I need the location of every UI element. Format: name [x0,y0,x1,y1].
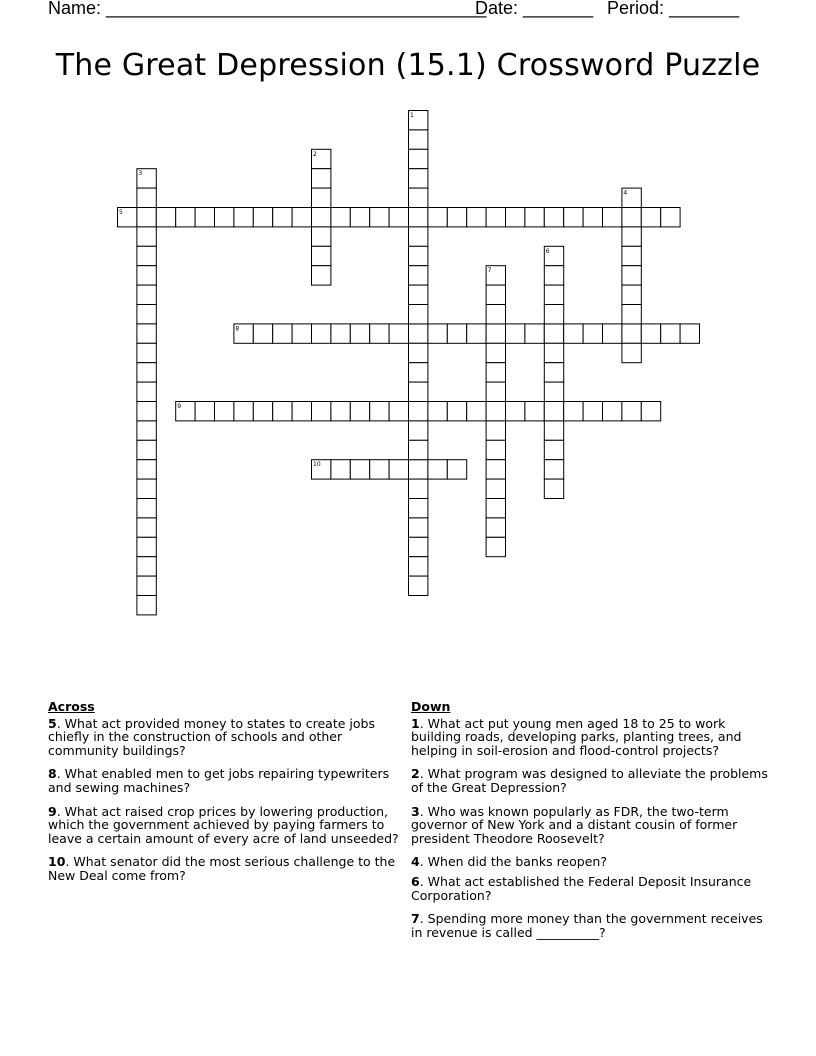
grid-cell[interactable] [137,208,156,227]
cell-number: 6 [545,247,550,255]
grid-cell[interactable] [137,557,156,576]
grid-cell[interactable] [544,402,563,421]
grid-cell[interactable] [273,402,292,421]
cell-number: 5 [119,209,123,216]
grid-cell[interactable] [583,208,602,227]
down-clues [411,700,771,949]
grid-cell[interactable] [312,188,331,207]
grid-cell[interactable] [622,402,641,421]
clue-text: What act put young men aged 18 to 25 to work building roads, developing parks, planting trees, and helping in soil-erosion and flood-control projects? [411,715,742,758]
grid-cell[interactable] [312,227,331,246]
grid-cell[interactable] [409,285,428,304]
grid-cell[interactable] [486,363,505,382]
grid-cell[interactable] [409,576,428,595]
grid-cell[interactable] [253,324,272,343]
grid-cell[interactable] [486,460,505,479]
grid-cell[interactable] [312,402,331,421]
grid-cell[interactable] [137,596,156,615]
grid-cell[interactable] [409,343,428,362]
grid-cell[interactable] [680,324,699,343]
grid-cell[interactable] [409,499,428,518]
grid-cell[interactable] [544,266,563,285]
grid-cell[interactable] [312,266,331,285]
grid-cell[interactable] [331,324,350,343]
clue-text: Spending more money than the government receives in revenue is called __________? [411,911,763,940]
grid-cell[interactable] [603,324,622,343]
name-field: Name: ______________________________________ [48,0,487,18]
across-clue: 5. What act provided money to states to create jobs chiefly in the construction of schools and other community buildings? [48,715,375,758]
cell-number: 7 [487,267,492,275]
grid-cell[interactable] [544,285,563,304]
across-clue: 9. What act raised crop prices by lowering production, which the government achieved by paying farmers to leave a certain amount of every acre of land unseeded? [48,803,399,846]
grid-cell[interactable] [428,402,447,421]
grid-cell[interactable] [622,227,641,246]
grid-cell[interactable] [292,324,311,343]
cell-number: 10 [313,461,321,469]
cell-number: 2 [313,150,317,158]
page-title: The Great Depression (15.1) Crossword Puzzle [55,48,761,83]
grid-cell[interactable] [409,169,428,188]
grid-cell[interactable] [215,208,234,227]
clue-number: 9 [48,803,57,819]
cell-number: 8 [235,325,240,333]
grid-cell[interactable] [331,460,350,479]
grid-cell[interactable] [176,208,195,227]
grid-cell[interactable] [544,460,563,479]
grid-cell[interactable] [486,479,505,498]
grid-cell[interactable] [137,518,156,537]
grid-cell[interactable] [486,537,505,556]
grid-cell[interactable] [544,208,563,227]
grid-cell[interactable] [331,402,350,421]
grid-cell[interactable] [292,402,311,421]
grid-cell[interactable] [409,130,428,149]
grid-cell[interactable] [409,324,428,343]
grid-cell[interactable] [409,149,428,168]
grid-cell[interactable] [486,324,505,343]
grid-cell[interactable] [137,227,156,246]
cell-number: 1 [410,112,414,119]
grid-cell[interactable] [622,343,641,362]
grid-cell[interactable] [137,460,156,479]
grid-cell[interactable] [622,285,641,304]
grid-cell[interactable] [331,208,350,227]
grid-cell[interactable] [273,324,292,343]
grid-cell[interactable] [486,343,505,362]
grid-cell[interactable] [409,266,428,285]
grid-cell[interactable] [137,576,156,595]
grid-cell[interactable] [544,479,563,498]
clue-number: 7 [411,911,420,927]
clue-number: 5 [48,715,57,731]
grid-cell[interactable] [409,227,428,246]
grid-cell[interactable] [409,382,428,401]
grid-cell[interactable] [506,208,525,227]
clue-text: What act established the Federal Deposit Insurance Corporation? [411,873,752,903]
grid-cell[interactable] [544,324,563,343]
grid-cell[interactable] [389,324,408,343]
clue-text: What senator did the most serious challenge to the New Deal come from? [48,854,396,883]
grid-cell[interactable] [137,305,156,324]
grid-cell[interactable] [137,421,156,440]
clue-text: What act raised crop prices by lowering production, which the government achieved by paying farmers to leave a certain amount of every acre of land unseeded? [48,803,399,846]
grid-cell[interactable] [486,382,505,401]
grid-cell[interactable] [447,460,466,479]
grid-cell[interactable] [370,324,389,343]
grid-cell[interactable] [409,479,428,498]
clue-number: 8 [48,766,57,782]
grid-cell[interactable] [389,402,408,421]
grid-cell[interactable] [409,246,428,265]
grid-cell[interactable] [273,208,292,227]
grid-cell[interactable] [409,363,428,382]
across-clues [48,700,404,893]
grid-cell[interactable] [467,324,486,343]
grid-cell[interactable] [137,537,156,556]
grid-cell[interactable] [428,324,447,343]
grid-cell[interactable] [641,208,660,227]
grid-cell[interactable] [622,305,641,324]
grid-cell[interactable] [215,402,234,421]
grid-cell[interactable] [564,208,583,227]
grid-cell[interactable] [622,246,641,265]
grid-cell[interactable] [428,208,447,227]
clue-number: 10 [48,854,66,870]
grid-cell[interactable] [447,208,466,227]
grid-cell[interactable] [622,324,641,343]
grid-cell[interactable] [195,208,214,227]
grid-cell[interactable] [525,208,544,227]
grid-cell[interactable] [137,285,156,304]
grid-cell[interactable] [467,402,486,421]
grid-cell[interactable] [312,169,331,188]
grid-cell[interactable] [137,246,156,265]
grid-cell[interactable] [603,402,622,421]
grid-cell[interactable] [544,363,563,382]
grid-cell[interactable] [409,402,428,421]
grid-cell[interactable] [525,324,544,343]
grid-cell[interactable] [409,305,428,324]
grid-cell[interactable] [544,343,563,362]
period-field: Period: _______ [607,0,740,18]
grid-cell[interactable] [409,208,428,227]
grid-cell[interactable] [137,324,156,343]
clue-number: 3 [411,803,420,819]
cell-number: 3 [138,170,143,178]
grid-cell[interactable] [467,208,486,227]
grid-cell[interactable] [389,208,408,227]
grid-cell[interactable] [370,460,389,479]
down-clue: 2. What program was designed to alleviate the problems of the Great Depression? [411,766,768,795]
grid-cell[interactable] [447,324,466,343]
down-clue: 3. Who was known popularly as FDR, the two-term governor of New York and a distant cousin of former president Theodore Roosevelt? [411,803,738,846]
grid-cell[interactable] [137,382,156,401]
grid-cell[interactable] [312,324,331,343]
down-heading: Down [411,699,451,714]
down-clue: 7. Spending more money than the government receives in revenue is called __________? [411,911,763,940]
down-clue: 1. What act put young men aged 18 to 25 to work building roads, developing parks, planting trees, and helping in soil-erosion and flood-control projects? [411,715,742,758]
grid-cell[interactable] [350,324,369,343]
grid-cell[interactable] [486,402,505,421]
grid-cell[interactable] [622,266,641,285]
across-clue: 8. What enabled men to get jobs repairing typewriters and sewing machines? [48,766,390,795]
grid-cell[interactable] [583,402,602,421]
grid-cell[interactable] [137,266,156,285]
grid-cell[interactable] [409,421,428,440]
grid-cell[interactable] [137,363,156,382]
clue-number: 4 [411,854,420,870]
clue-number: 2 [411,766,420,782]
grid-cell[interactable] [195,402,214,421]
grid-cell[interactable] [234,208,253,227]
date-field: Date: _______ [475,0,594,18]
clue-number: 1 [411,715,420,731]
grid-cell[interactable] [350,460,369,479]
grid-cell[interactable] [292,208,311,227]
grid-cell[interactable] [622,208,641,227]
grid-cell[interactable] [350,208,369,227]
grid-cell[interactable] [506,402,525,421]
grid-cell[interactable] [661,208,680,227]
grid-cell[interactable] [447,402,466,421]
across-heading: Across [48,699,95,714]
clue-text: Who was known popularly as FDR, the two-term governor of New York and a distant cousin of former president Theodore Roosevelt? [411,803,738,846]
grid-cell[interactable] [544,421,563,440]
grid-cell[interactable] [137,479,156,498]
grid-cell[interactable] [564,402,583,421]
grid-cell[interactable] [409,557,428,576]
clue-text: What program was designed to alleviate the problems of the Great Depression? [411,766,768,795]
grid-cell[interactable] [409,518,428,537]
clue-text: When did the banks reopen? [427,854,607,870]
grid-cell[interactable] [156,208,175,227]
grid-cell[interactable] [137,188,156,207]
grid-cell[interactable] [486,421,505,440]
grid-cell[interactable] [641,324,660,343]
cell-number: 4 [623,189,628,197]
grid-cell[interactable] [486,285,505,304]
grid-cell[interactable] [409,460,428,479]
clue-number: 6 [411,873,420,889]
grid-cell[interactable] [409,188,428,207]
cell-number: 9 [177,403,182,410]
grid-cell[interactable] [253,208,272,227]
grid-cell[interactable] [137,440,156,459]
grid-cell[interactable] [506,324,525,343]
grid-cell[interactable] [253,402,272,421]
clue-text: What enabled men to get jobs repairing typewriters and sewing machines? [48,766,390,795]
grid-cell[interactable] [564,324,583,343]
grid-cell[interactable] [486,499,505,518]
grid-cell[interactable] [312,246,331,265]
grid-cell[interactable] [234,402,253,421]
grid-cell[interactable] [486,518,505,537]
grid-cell[interactable] [312,208,331,227]
grid-cell[interactable] [661,324,680,343]
grid-cell[interactable] [486,305,505,324]
grid-cell[interactable] [409,537,428,556]
grid-cell[interactable] [350,402,369,421]
grid-cell[interactable] [525,402,544,421]
down-clue: 6. What act established the Federal Deposit Insurance Corporation? [411,873,752,903]
grid-cell[interactable] [370,208,389,227]
down-clue: 4. When did the banks reopen? [411,854,607,870]
grid-cell[interactable] [409,440,428,459]
grid-cell[interactable] [389,460,408,479]
clue-text: What act provided money to states to create jobs chiefly in the construction of schools and other community buildings? [48,715,375,758]
grid-cell[interactable] [641,402,660,421]
grid-cell[interactable] [486,440,505,459]
grid-cell[interactable] [583,324,602,343]
grid-cell[interactable] [428,460,447,479]
grid-cell[interactable] [137,343,156,362]
grid-cell[interactable] [603,208,622,227]
grid-cell[interactable] [370,402,389,421]
grid-cell[interactable] [544,305,563,324]
grid-cell[interactable] [137,402,156,421]
grid-cell[interactable] [137,499,156,518]
grid-cell[interactable] [544,382,563,401]
grid-cell[interactable] [544,440,563,459]
grid-cell[interactable] [486,208,505,227]
across-clue: 10. What senator did the most serious challenge to the New Deal come from? [48,854,396,883]
